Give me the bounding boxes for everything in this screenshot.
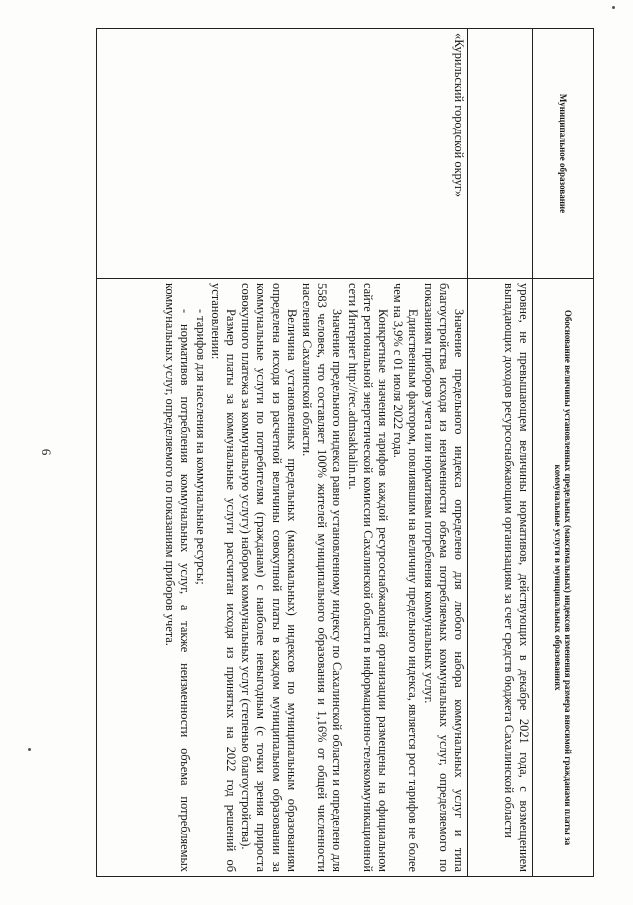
list-item: - тарифов для населения на коммунальные ресурсы; (193, 309, 208, 585)
header-justification: Обоснование величины установленных предельных (максимальных) индексов изменения размера вносимой гражданами платы за коммунальные услуги в муниципальных образованиях (533, 279, 594, 877)
municipality-name: «Курильский городской округ» (452, 33, 466, 198)
scan-speck (28, 748, 31, 751)
table-header-row (533, 29, 594, 877)
continuation-cell (468, 279, 533, 877)
header-municipality: Муниципальное образование (533, 29, 594, 279)
index-justification-table (96, 28, 594, 877)
justification-paragraph: Размер платы за коммунальные услуги рассчитан исходя из принятых на 2022 год решений об установлении: (208, 283, 238, 872)
continuation-municipality-cell (468, 29, 533, 279)
justification-paragraph: Значение предельного индекса определено для любого набора коммунальных услуг и типа благоустройства исходя из неизменности объема потребляемых коммунальных услуг, определяемого по показаниям приборов учета или нормативам потребления коммунальных услуг. (421, 283, 466, 872)
justification-paragraph: Единственным фактором, повлиявшим на величину предельного индекса, является рост тарифов не более чем на 3,9% с 01 июля 2022 года. (391, 283, 421, 872)
justification-paragraph: Конкретные значения тарифов каждой ресурсоснабжающей организации размещены на официальном сайте региональной энергетической комиссии Сахалинской области в информационно-телекоммуникационной сети Интернет http://rec.admsakhalin.ru. (345, 283, 390, 872)
page-number: 6 (39, 448, 54, 456)
continuation-text: уровне, не превышающем величины нормативов, действующих в декабре 2021 года, с возмещением выпадающих доходов ресурсоснабжающим организациям за счет средств бюджета Сахалинской области (501, 283, 531, 872)
table-row (97, 29, 468, 877)
rotated-table-container (96, 28, 594, 876)
justification-paragraph: Значение предельного индекса равно установленному индексу по Сахалинской области и определено для 5583 человек, что составляет 100% жителей муниципального образования и 1,16% от общей численности населения Сахалинской области. (299, 283, 345, 872)
justification-cell (97, 279, 468, 877)
list-item: - нормативов потребления коммунальных услуг, а также неизменности объема потребляемых коммунальных услуг, определяемого по показаниям приборов учета. (163, 283, 193, 872)
table-row (468, 29, 533, 877)
justification-paragraph: Величина установленных предельных (максимальных) индексов по муниципальным образованиям определена исходя из расчетной величины совокупной платы в каждом муниципальном образовании за коммунальные услуги по потребителям (гражданам) с наиболее невыгодным (с точки зрения прироста совокупного платежа за коммунальную услугу) набором коммунальных услуг (степенью благоустройства). (239, 283, 299, 872)
municipality-cell (97, 29, 468, 279)
scan-speck (612, 6, 615, 9)
